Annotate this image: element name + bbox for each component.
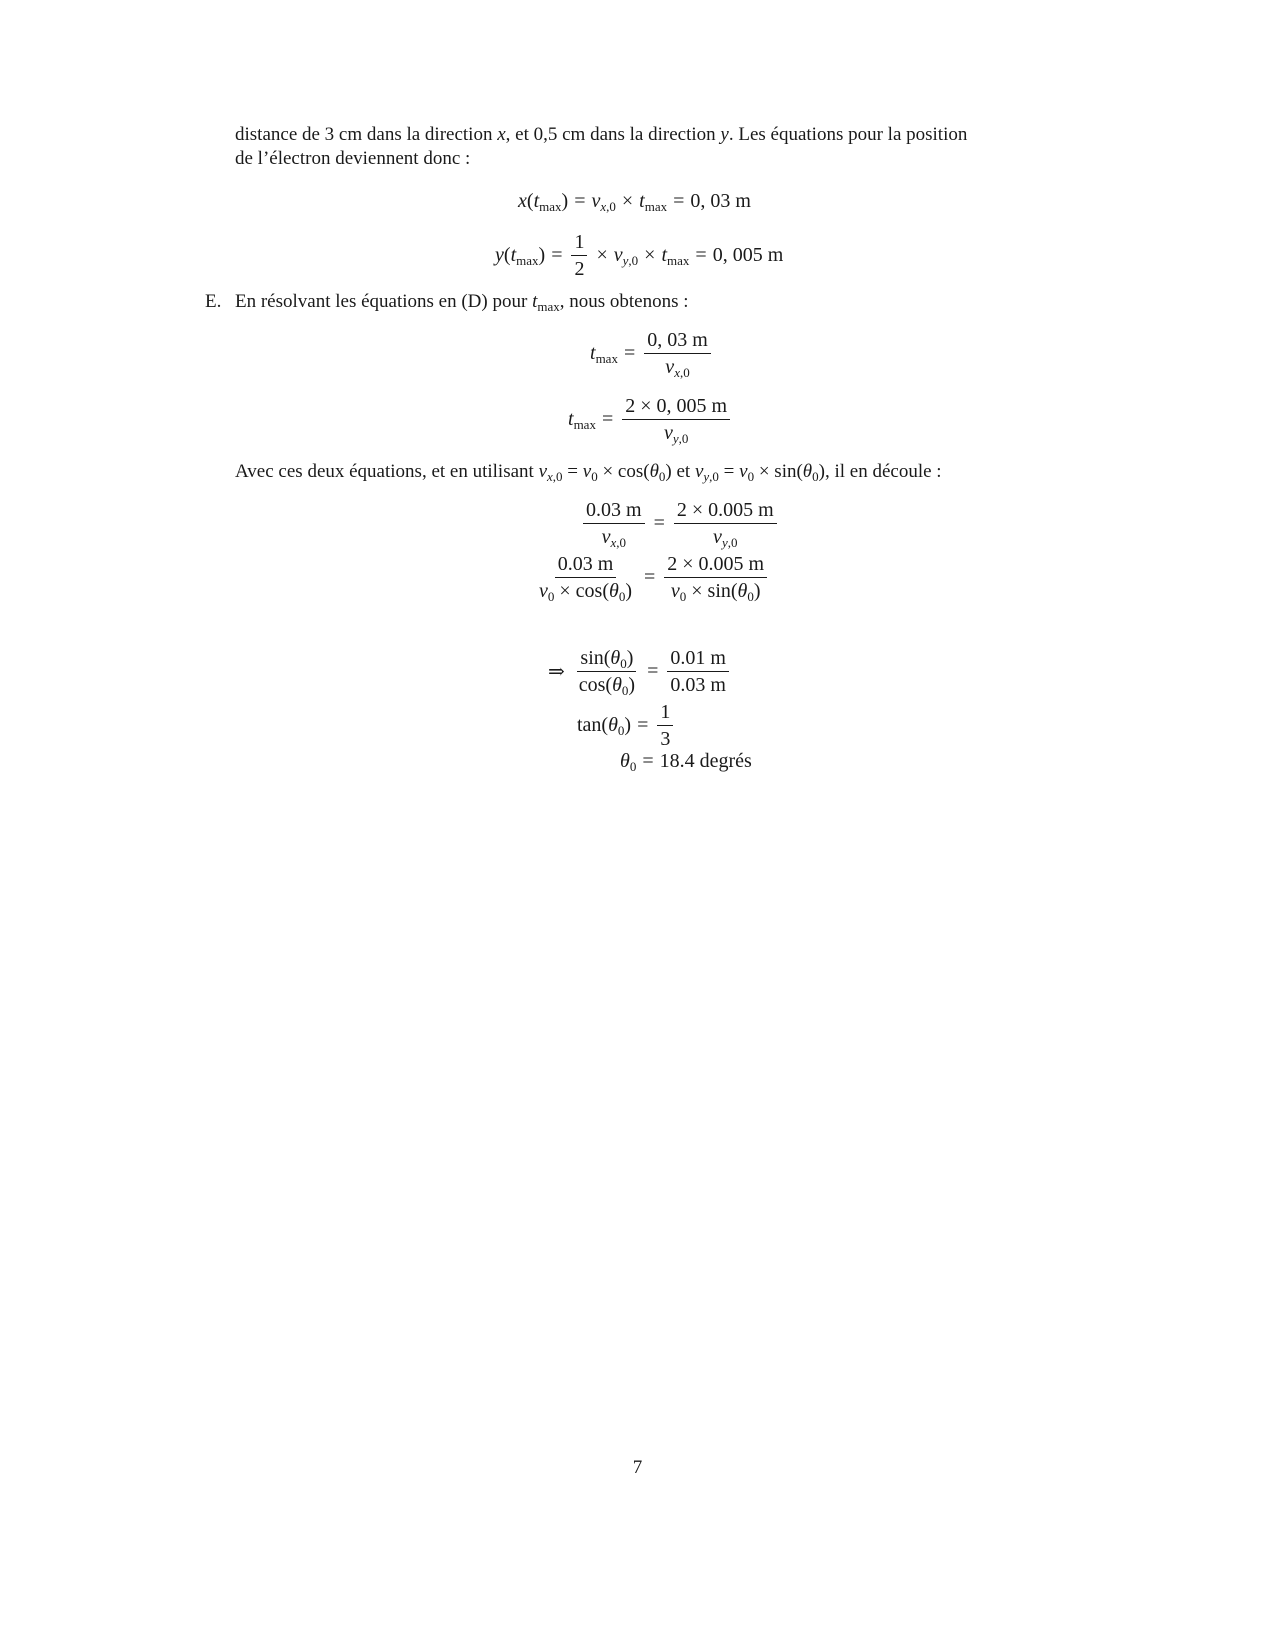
result-value: 18.4 degrés xyxy=(659,750,752,772)
paragraph-avec: Avec ces deux équations, et en utilisant $v_{x,0} = v_0 \times \cos(\theta_0)$ et $v_{y,0} = v_0 \times \sin(\theta_0)$, il en découle : xyxy=(235,461,942,484)
equation-y-tmax: $y(t_{max})$ = $\frac{1}{2}$ × $v_{y,0}$ × $t_{max}$ = 0, 005 m xyxy=(495,231,784,280)
text: , nous obtenons : xyxy=(559,291,689,312)
fraction: $\frac{0, 03 m}{v_{x,0}}$ xyxy=(644,328,711,379)
text: , et 0,5 cm dans la direction xyxy=(505,124,721,145)
item-E-text: En résolvant les équations en (D) pour $t_{max}$, nous obtenons : xyxy=(235,291,689,314)
equation-theta: $\theta_0 = 18.4$ degrés xyxy=(620,750,752,774)
intro-line-1 xyxy=(235,123,967,147)
fraction-third: $\frac{1}{3}$ xyxy=(657,700,673,751)
text: En résolvant les équations en (D) pour xyxy=(235,291,533,312)
equation-tmax-y: $t_{max}$ = $\frac{2 \times 0, 005 m}{v_{y,0}}$ xyxy=(568,394,733,445)
text: Avec ces deux équations, et en utilisant xyxy=(235,461,539,482)
fraction: $\frac{\sin(\theta_0)}{\cos(\theta_0)}$ xyxy=(578,647,636,698)
text: distance de 3 cm dans la direction xyxy=(235,124,498,145)
equation-ratio-2: $\frac{0.03 m}{v_0 \times \cos(\theta_0)}$ = $\frac{2 \times 0.005 m}{v_0 \times \sin(\theta_0)}$ xyxy=(533,552,770,603)
equation-ratio-1: $\frac{0.03 m}{v_{x,0}}$ = $\frac{2 \times 0.005 m}{v_{y,0}}$ xyxy=(580,498,780,549)
fraction-half: $\frac{1}{2}$ xyxy=(571,230,587,281)
fraction: $\frac{0.03 m}{v_{x,0}}$ xyxy=(583,498,645,549)
var-x: x xyxy=(497,124,506,145)
value-0005: 0, 005 m xyxy=(712,244,784,266)
item-E-marker: E. xyxy=(205,291,222,312)
fraction: $\frac{2 \times 0.005 m}{v_0 \times \sin(\theta_0)}$ xyxy=(664,552,767,603)
fraction: $\frac{0.01 m}{0.03 m}$ xyxy=(667,646,729,697)
page-number: 7 xyxy=(632,1457,643,1478)
implies-arrow: ⇒ xyxy=(548,661,565,683)
text: , il en découle : xyxy=(824,461,942,482)
var-y: y xyxy=(720,124,729,145)
equation-sin-cos: ⇒ $\frac{\sin(\theta_0)}{\cos(\theta_0)}$ = $\frac{0.01 m}{0.03 m}$ xyxy=(548,646,732,697)
fraction: $\frac{0.03 m}{v_0 \times \cos(\theta_0)}$ xyxy=(539,553,632,604)
equation-tmax-x: $t_{max}$ = $\frac{0, 03 m}{v_{x,0}}$ xyxy=(590,328,714,379)
equation-tan: $\tan(\theta_0)$ = $\frac{1}{3}$ xyxy=(577,700,676,751)
equation-x-tmax: $x(t_{max}) = v_{x,0} \times t_{max} = 0$, 03 m xyxy=(518,190,751,214)
text: . Les équations pour la position xyxy=(728,124,968,145)
text: et xyxy=(671,461,695,482)
fraction: $\frac{2 \times 0, 005 m}{v_{y,0}}$ xyxy=(622,394,730,445)
intro-line-2: de l’électron deviennent donc : xyxy=(235,148,471,169)
fraction: $\frac{2 \times 0.005 m}{v_{y,0}}$ xyxy=(674,498,777,549)
value-003: 0, 03 m xyxy=(690,190,751,212)
